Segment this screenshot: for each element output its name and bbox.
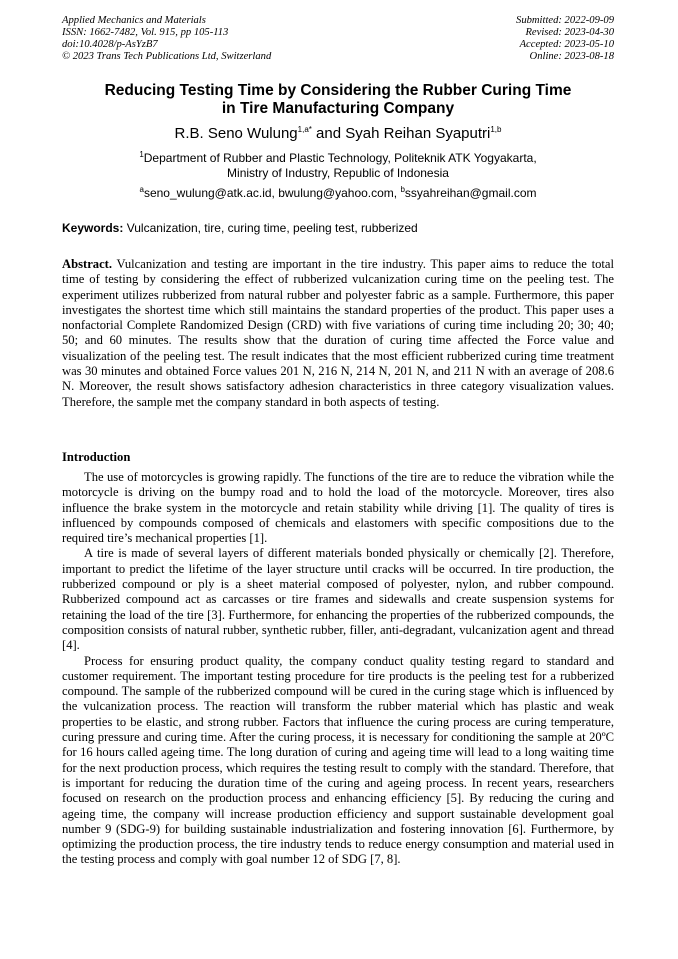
accepted-date: Accepted: 2023-05-10: [519, 39, 614, 50]
authors: [62, 125, 614, 142]
keywords: [62, 221, 614, 235]
emails: [62, 186, 614, 200]
issn: ISSN: 1662-7482, Vol. 915, pp 105-113: [62, 27, 229, 38]
affiliation-line-2: Ministry of Industry, Republic of Indonesia: [227, 166, 449, 180]
abstract: [62, 257, 614, 410]
author-and: and: [311, 125, 346, 142]
journal-name: Applied Mechanics and Materials: [62, 15, 206, 26]
keywords-text: Vulcanization, tire, curing time, peeling test, rubberized: [123, 221, 418, 235]
title-line-1: Reducing Testing Time by Considering the Rubber Curing Time: [104, 82, 572, 99]
dates-info: [516, 15, 614, 63]
email-b[interactable]: ssyahreihan@gmail.com: [404, 186, 537, 200]
author-1: R.B. Seno Wulung: [174, 125, 298, 142]
email-a[interactable]: seno_wulung@atk.ac.id, bwulung@yahoo.com,: [143, 186, 401, 200]
introduction-body: [62, 470, 614, 868]
affiliation-line-1: Department of Rubber and Plastic Technology, Politeknik ATK Yogyakarta,: [143, 151, 537, 165]
author-2-sup: 1,b: [490, 125, 502, 134]
email-sup-b: b: [400, 185, 405, 194]
keywords-label: Keywords:: [62, 221, 124, 235]
abstract-text: Vulcanization and testing are important in the tire industry. This paper aims to reduce the total time of testing by considering the effect of rubberized vulcanization curing time on the peeling test. The experiment utilizes rubberized from natural rubber and polyester fabric as a sample. Furthermore, this paper investigates the shortest time which still maintains the standard properties of the product. This paper uses a nonfactorial Complete Randomized Design (CRD) with five variations of curing time including 20; 30; 40; 50; and 60 minutes. The results show that the duration of curing time affected the Force value and visualization of the peeling test. The result indicates that the most efficient rubberized curing time treatment was 30 minutes and obtained Force values 201 N, 216 N, 214 N, 201 N, and 211 N with an average of 208.6 N. Moreover, the result shows satisfactory adhesion characteristics in three category visualization values. Therefore, the sample met the company standard in both aspects of testing.: [62, 257, 614, 409]
title-line-2: in Tire Manufacturing Company: [221, 100, 455, 117]
introduction-heading: Introduction: [62, 450, 131, 464]
doi: doi:10.4028/p-AsYzB7: [62, 39, 158, 50]
copyright: © 2023 Trans Tech Publications Ltd, Switzerland: [62, 51, 272, 62]
abstract-label: Abstract.: [62, 257, 113, 271]
paragraph: A tire is made of several layers of different materials bonded physically or chemically [2]. Therefore, important to predict the lifetime of the layer structure until cracks will be occurred. In tire production, the rubberized compound or ply is a sheet material composed of polyester, nylon, and rubber compound. Rubberized compound act as carcasses or tire frames and sidewalls and create suspension systems for retaining the load of the tire [3]. Furthermore, for enhancing the properties of the rubberized compounds, the composition consists of natural rubber, synthetic rubber, filler, anti-degradant, vulcanization agent and thread [4].: [62, 546, 614, 653]
revised-date: Revised: 2023-04-30: [525, 27, 614, 38]
paper-title: [62, 82, 614, 118]
paragraph: Process for ensuring product quality, the company conduct quality testing regard to standard and customer requirement. The important testing procedure for tire products is the peeling test for a rubberized compound. The sample of the rubberized compound will be cured in the curing stage which is influenced by the vulcanization process. The reaction will transform the rubber material which has plastic and weak properties to be elastic, and strong rubber. Factors that influence the curing process are curing temperature, curing pressure and curing time. After the curing process, it is necessary for conditioning the sample at 20ºC for 16 hours called ageing time. The long duration of curing and ageing time will lead to a long waiting time for the next production process, which requires the testing result to comply with the standard. Therefore, that is important for reducing the duration time of the curing and ageing process. In recent years, researchers focused on research on the production process and enhancing efficiency [5]. By reducing the curing and ageing time, the company will increase production efficiency and support sustainable development goal number 9 (SDG-9) for building sustainable industrialization and fostering innovation [6]. Furthermore, by optimizing the production process, the tire industry tends to reduce energy consumption and material used in the testing process and comply with goal number 12 of SDG [7, 8].: [62, 653, 614, 867]
author-1-sup: 1,a*: [297, 125, 312, 134]
author-2: Syah Reihan Syaputri: [345, 125, 491, 142]
journal-info: [62, 15, 271, 63]
online-date: Online: 2023-08-18: [529, 51, 614, 62]
submitted-date: Submitted: 2022-09-09: [516, 15, 614, 26]
affiliation-sup: 1: [139, 150, 144, 159]
affiliation: [62, 151, 614, 181]
email-sup-a: a: [139, 185, 144, 194]
paragraph: The use of motorcycles is growing rapidly. The functions of the tire are to reduce the vibration while the motorcycle is driving on the bumpy road and to hold the load of the motorcycle. Moreover, tires also influence the brake system in the motorcycle and retain stability while driving [1]. The quality of tires is influenced by compounds composed of chemicals and elastomers with specific compositions due to the required tire’s mechanical properties [1].: [62, 470, 614, 546]
